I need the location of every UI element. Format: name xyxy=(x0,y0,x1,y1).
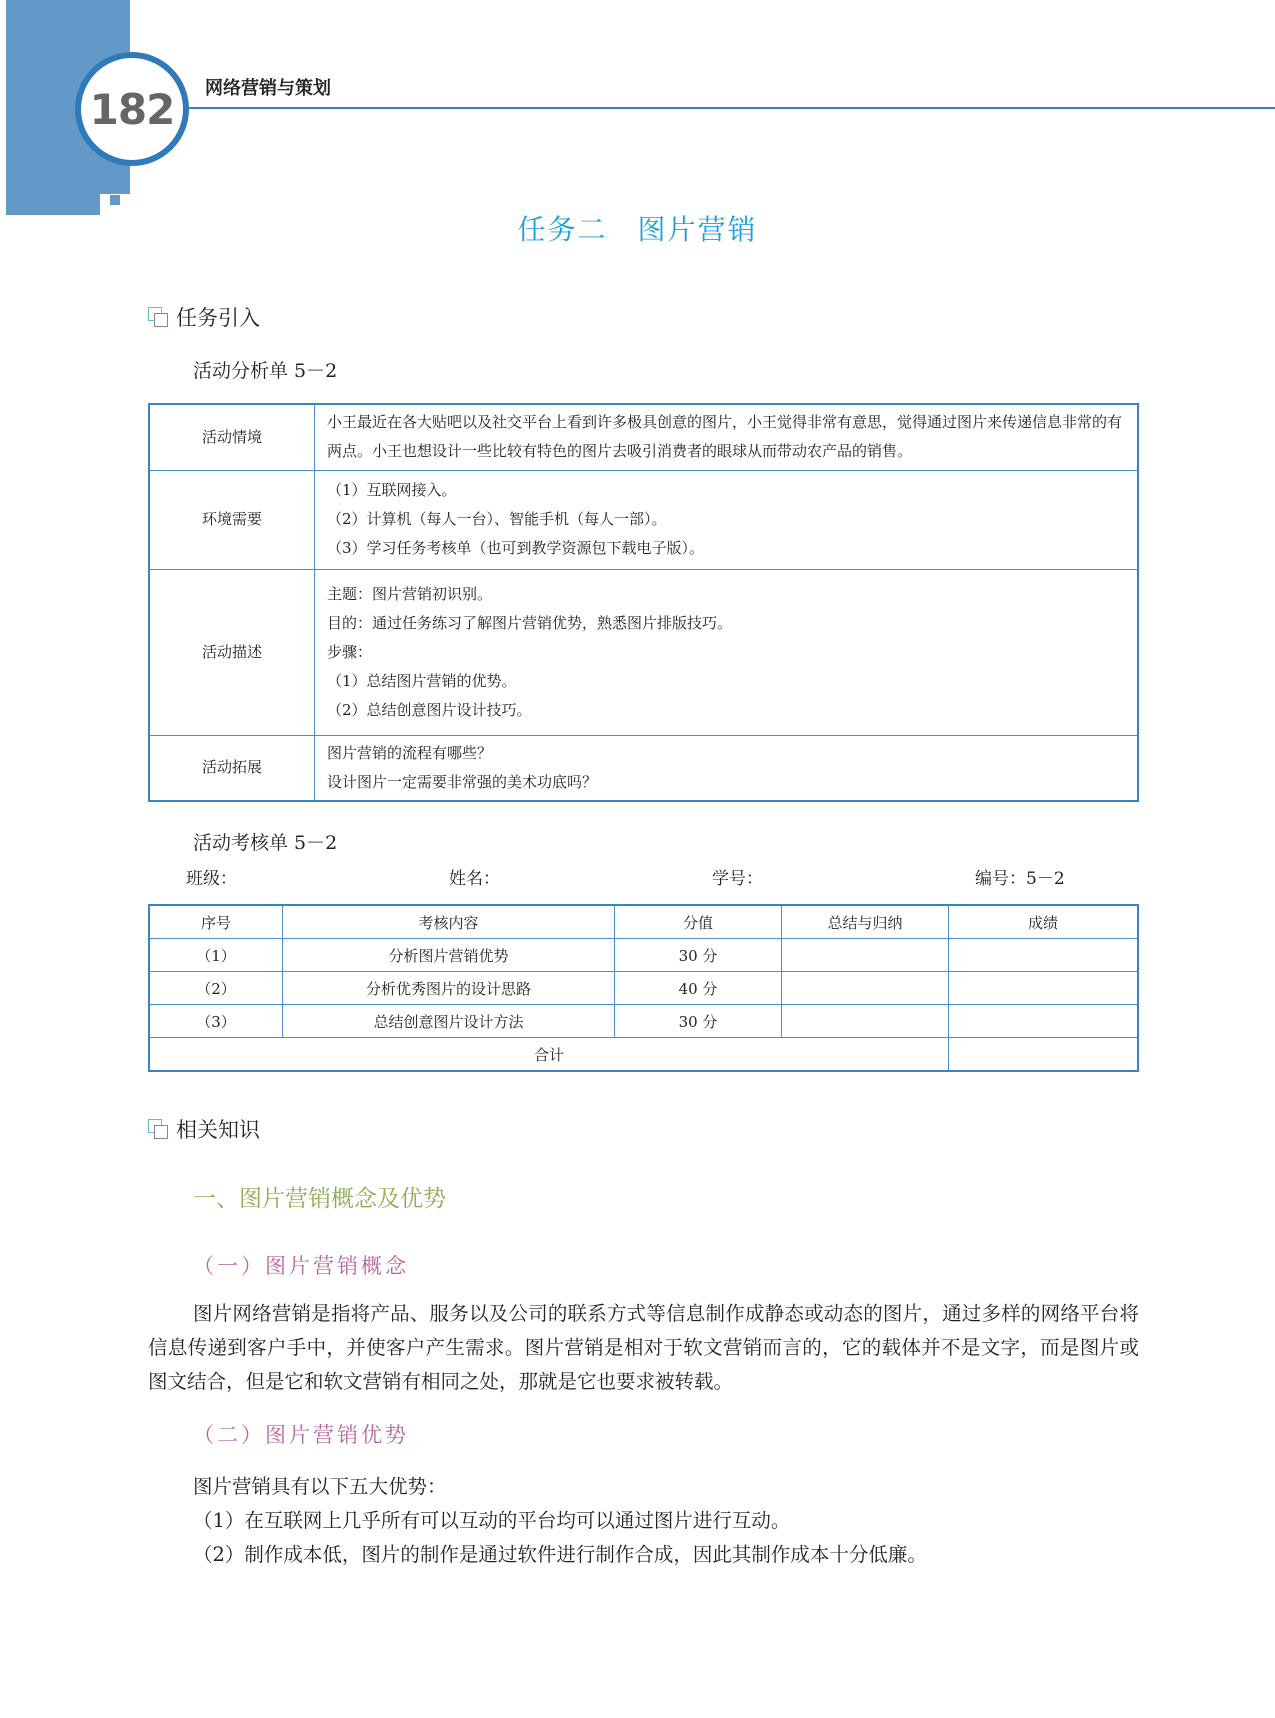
info-number: 编号：5－2 xyxy=(975,869,1065,889)
heading-level2: （二）图片营销优势 xyxy=(193,1423,409,1447)
paragraph: 图片营销具有以下五大优势： xyxy=(193,1475,447,1498)
row-content xyxy=(315,470,1139,569)
heading-level2: （一）图片营销概念 xyxy=(193,1254,409,1278)
row-label: 环境需要 xyxy=(149,470,315,569)
cell: 分析图片营销优势 xyxy=(283,939,615,972)
info-class: 班级： xyxy=(186,869,237,889)
row-content xyxy=(315,404,1139,470)
row-line: （1）总结图片营销的优势。 xyxy=(327,671,517,690)
row-line: （3）学习任务考核单（也可到教学资源包下载电子版）。 xyxy=(327,539,705,557)
table-row xyxy=(149,569,1138,735)
paragraph: 图片网络营销是指将产品、服务以及公司的联系方式等信息制作成静态或动态的图片，通过多样的网络平台将信息传递到客户手中，并使客户产生需求。图片营销是相对于软文营销而言的，它的载体并不是文字，而是图片或图文结合，但是它和软文营销有相同之处，那就是它也要求被转载。 xyxy=(148,1302,1139,1393)
table-row xyxy=(149,1005,1138,1038)
section-heading-text: 任务引入 xyxy=(176,306,260,330)
cell: 30 分 xyxy=(615,1005,782,1038)
assessment-table xyxy=(148,904,1139,1072)
row-line: （2）总结创意图片设计技巧。 xyxy=(327,700,532,719)
book-title: 网络营销与策划 xyxy=(205,78,331,99)
row-label: 活动描述 xyxy=(149,569,315,735)
cell: 30 分 xyxy=(615,939,782,972)
row-line: 图片营销的流程有哪些？ xyxy=(327,743,493,762)
row-line: 小王最近在各大贴吧以及社交平台上看到许多极具创意的图片，小王觉得非常有意思，觉得通过图片来传递信息非常的有两点。小王也想设计一些比较有特色的图片去吸引消费者的眼球从而带动农产品的销售。 xyxy=(327,413,1123,461)
cell: 40 分 xyxy=(615,972,782,1005)
cell xyxy=(782,939,949,972)
page-number: 182 xyxy=(75,52,189,166)
cell xyxy=(949,1038,1139,1072)
table-row xyxy=(149,735,1138,801)
list-item: （1）在互联网上几乎所有可以互动的平台均可以通过图片进行互动。 xyxy=(193,1509,791,1532)
page-title: 任务二 图片营销 xyxy=(517,213,758,246)
row-line: （1）互联网接入。 xyxy=(327,481,457,499)
col-header: 分值 xyxy=(615,905,782,939)
row-line: 目的：通过任务练习了解图片营销优势，熟悉图片排版技巧。 xyxy=(327,613,733,632)
cell xyxy=(949,972,1139,1005)
table-row xyxy=(149,939,1138,972)
table-row xyxy=(149,404,1138,470)
row-line: 设计图片一定需要非常强的美术功底吗？ xyxy=(327,772,598,791)
cell: （3） xyxy=(149,1005,283,1038)
col-header: 序号 xyxy=(149,905,283,939)
heading-level1: 一、图片营销概念及优势 xyxy=(193,1186,446,1212)
row-line: （2）计算机（每人一台）、智能手机（每人一部）。 xyxy=(327,510,667,528)
assessment-title: 活动考核单 5－2 xyxy=(193,832,338,854)
col-header: 成绩 xyxy=(949,905,1139,939)
cell: （1） xyxy=(149,939,283,972)
table-header-row xyxy=(149,905,1138,939)
analysis-title: 活动分析单 5－2 xyxy=(193,360,338,382)
cell xyxy=(782,972,949,1005)
cell: 分析优秀图片的设计思路 xyxy=(283,972,615,1005)
list-item: （2）制作成本低，图片的制作是通过软件进行制作合成，因此其制作成本十分低廉。 xyxy=(193,1543,927,1566)
header-rule xyxy=(180,107,1275,109)
analysis-table xyxy=(148,403,1139,802)
cell xyxy=(949,1005,1139,1038)
header-decoration xyxy=(110,195,120,205)
info-student-id: 学号： xyxy=(712,869,763,889)
section-icon xyxy=(148,1119,168,1139)
table-row xyxy=(149,972,1138,1005)
row-line: 步骤： xyxy=(327,642,373,661)
row-line: 主题：图片营销初识别。 xyxy=(327,584,493,603)
total-label: 合计 xyxy=(149,1038,949,1072)
row-label: 活动情境 xyxy=(149,404,315,470)
section-heading-knowledge xyxy=(148,1114,260,1144)
cell xyxy=(949,939,1139,972)
row-content xyxy=(315,735,1139,801)
row-label: 活动拓展 xyxy=(149,735,315,801)
cell: （2） xyxy=(149,972,283,1005)
col-header: 总结与归纳 xyxy=(782,905,949,939)
section-heading-text: 相关知识 xyxy=(176,1118,260,1142)
section-icon xyxy=(148,307,168,327)
row-content xyxy=(315,569,1139,735)
table-row xyxy=(149,470,1138,569)
section-heading-intro xyxy=(148,302,260,332)
cell xyxy=(782,1005,949,1038)
col-header: 考核内容 xyxy=(283,905,615,939)
cell: 总结创意图片设计方法 xyxy=(283,1005,615,1038)
info-name: 姓名： xyxy=(449,869,500,889)
total-row xyxy=(149,1038,1138,1072)
